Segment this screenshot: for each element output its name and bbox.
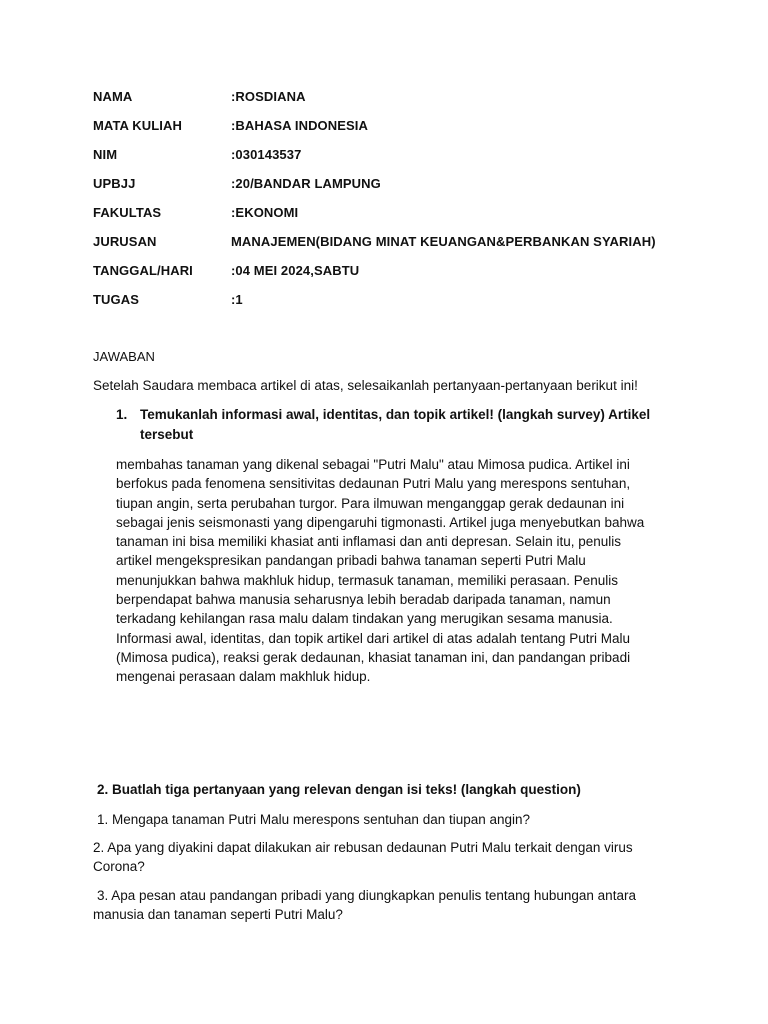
- identity-value: :EKONOMI: [231, 205, 299, 220]
- answer-1-paragraph: [116, 455, 644, 687]
- identity-value: :BAHASA INDONESIA: [231, 118, 369, 133]
- answer-1-line: mengenai perasaan dalam makhluk hidup.: [116, 669, 371, 685]
- answer-1-line: berpendapat bahwa manusia seharusnya lebih beradab daripada tanaman, namun: [116, 592, 611, 608]
- question-2-item-2-line1: 2. Apa yang diyakini dapat dilakukan air rebusan dedaunan Putri Malu terkait dengan virus: [93, 840, 633, 855]
- identity-label: JURUSAN: [93, 234, 157, 249]
- answer-heading: JAWABAN: [93, 349, 155, 364]
- question-2-item-3-line1: 3. Apa pesan atau pandangan pribadi yang diungkapkan penulis tentang hubungan antara: [97, 888, 636, 903]
- identity-label: TUGAS: [93, 292, 139, 307]
- identity-value: :030143537: [231, 147, 302, 162]
- answer-1-line: membahas tanaman yang dikenal sebagai "Putri Malu" atau Mimosa pudica. Artikel ini: [116, 457, 630, 472]
- answer-1-line: tiupan angin, serta perubahan turgor. Para ilmuwan menganggap gerak dedaunan ini: [116, 495, 625, 511]
- identity-label: NIM: [93, 147, 118, 162]
- identity-value: :1: [231, 292, 243, 307]
- question-1-line1: Temukanlah informasi awal, identitas, dan topik artikel! (langkah survey) Artikel: [140, 407, 651, 422]
- identity-label: FAKULTAS: [93, 205, 162, 220]
- answer-1-line: sebagai jenis seismonasti yang dipengaruhi tigmonasti. Artikel juga menyebutkan bahwa: [116, 514, 645, 530]
- identity-label: NAMA: [93, 89, 133, 104]
- answer-1-line: terkadang kehilangan rasa malu dalam tindakan yang merugikan sesama manusia.: [116, 611, 613, 627]
- answer-1-line: artikel mengekspresikan pandangan pribadi bahwa tanaman seperti Putri Malu: [116, 553, 586, 569]
- question-2-item-3-line2: manusia dan tanaman seperti Putri Malu?: [93, 907, 343, 922]
- identity-value: :ROSDIANA: [231, 89, 306, 104]
- answer-1-line: tanaman ini bisa memiliki khasiat anti inflamasi dan anti depresan. Selain itu, penulis: [116, 534, 622, 550]
- identity-label: TANGGAL/HARI: [93, 263, 193, 278]
- question-2-item-2-line2: Corona?: [93, 859, 145, 874]
- instruction-text: Setelah Saudara membaca artikel di atas, selesaikanlah pertanyaan-pertanyaan berikut ini!: [93, 378, 638, 393]
- identity-value: MANAJEMEN(BIDANG MINAT KEUANGAN&PERBANKAN SYARIAH): [231, 234, 656, 249]
- question-2-item-1: 1. Mengapa tanaman Putri Malu merespons sentuhan dan tiupan angin?: [97, 812, 531, 827]
- answer-1-line: (Mimosa pudica), reaksi gerak dedaunan, khasiat tanaman ini, dan pandangan pribadi: [116, 649, 631, 665]
- identity-label: MATA KULIAH: [93, 118, 182, 133]
- identity-value: :20/BANDAR LAMPUNG: [231, 176, 381, 191]
- answer-1-line: menunjukkan bahwa makhluk hidup, termasuk tanaman, memiliki perasaan. Penulis: [116, 572, 619, 588]
- answer-1-line: Informasi awal, identitas, dan topik artikel dari artikel di atas adalah tentang Putri Malu: [116, 630, 631, 646]
- question-1-line2: tersebut: [140, 427, 194, 442]
- identity-label: UPBJJ: [93, 176, 136, 191]
- answer-1-line: berfokus pada fenomena sensitivitas dedaunan Putri Malu yang merespons sentuhan,: [116, 476, 631, 492]
- question-2: 2. Buatlah tiga pertanyaan yang relevan dengan isi teks! (langkah question): [97, 782, 581, 797]
- question-1-number: 1.: [116, 407, 128, 422]
- identity-value: :04 MEI 2024,SABTU: [231, 263, 360, 278]
